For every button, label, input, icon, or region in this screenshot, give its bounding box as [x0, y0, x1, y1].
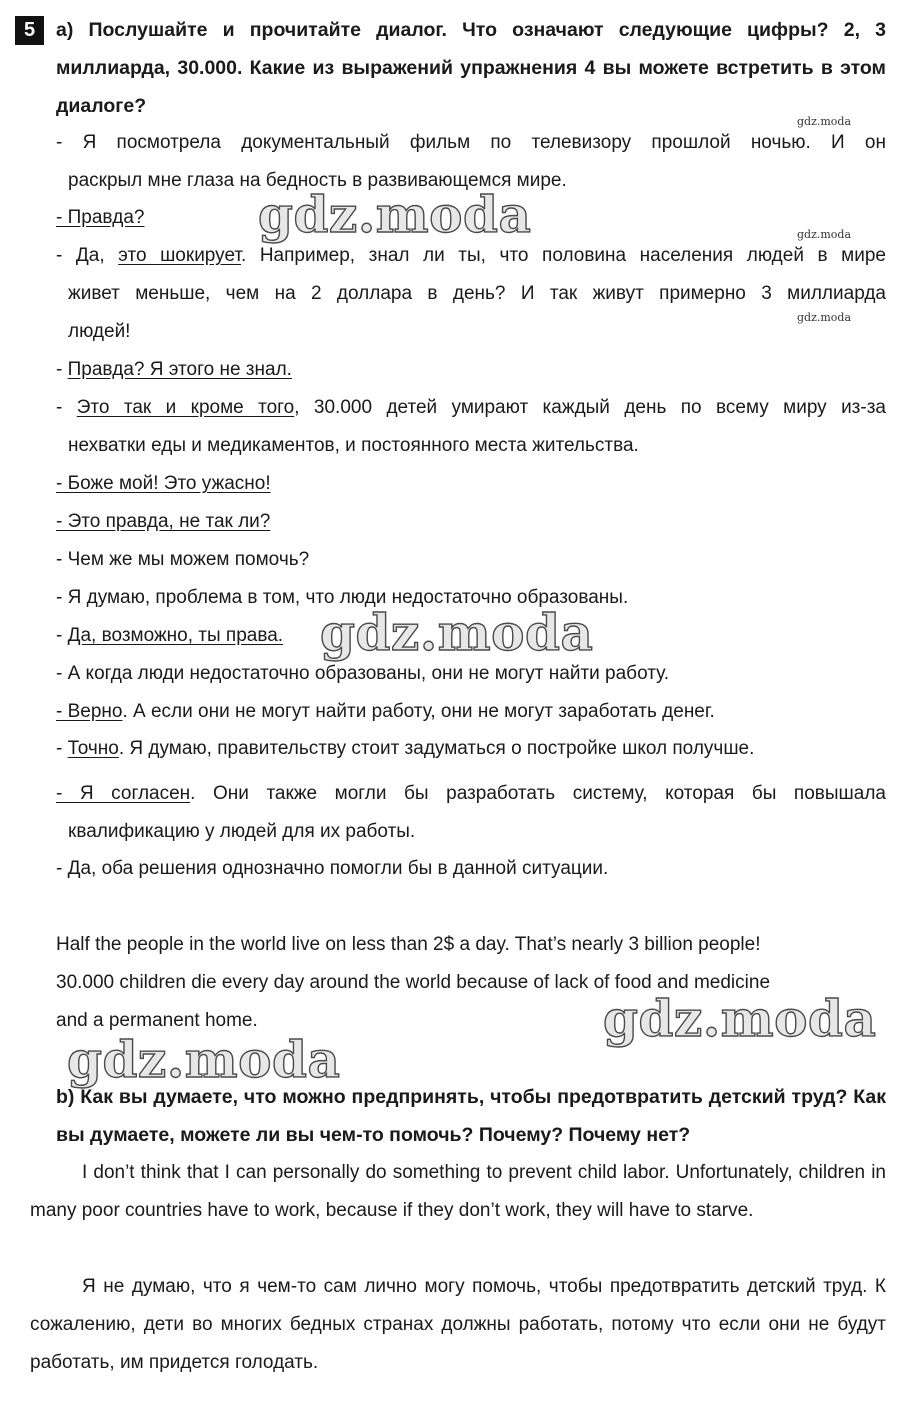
dialogue-phrase-underlined: Да, возможно, ты права. [67, 625, 284, 646]
dialogue-phrase-underlined: - Я согласен [56, 783, 191, 804]
dialogue-line: квалификацию у людей для их работы. [68, 821, 416, 842]
dialogue-text: . Они также могли бы разработать систему, которая бы повышала [190, 783, 886, 804]
watermark-logo: gdz.moda [258, 185, 532, 244]
dialogue-text: - [56, 397, 77, 418]
answer-a-line: 30.000 children die every day around the world because of lack of food and medicine [56, 972, 771, 993]
dialogue-line: - Я посмотрела документальный фильм по телевизору прошлой ночью. И он [56, 132, 886, 153]
dialogue-text: - [56, 359, 68, 380]
dialogue-line: - Да, оба решения однозначно помогли бы в данной ситуации. [56, 858, 609, 879]
dialogue-text: , 30.000 детей умирают каждый день по всему миру из-за [294, 397, 887, 418]
dialogue-line: - Чем же мы можем помочь? [56, 549, 310, 570]
dialogue-line [56, 775, 886, 813]
dialogue-line [56, 389, 886, 427]
dialogue-line: живет меньше, чем на 2 доллара в день? И так живут примерно 3 миллиарда [68, 283, 886, 304]
dialogue-text: - [56, 625, 68, 646]
dialogue-line [56, 617, 283, 655]
dialogue-line: - Боже мой! Это ужасно! [56, 473, 271, 494]
dialogue-line: - А когда люди недостаточно образованы, они не могут найти работу. [56, 663, 670, 684]
watermark-logo: gdz.moda [67, 1030, 341, 1089]
watermark-small: gdz.moda [797, 311, 852, 324]
dialogue-line [56, 351, 292, 389]
dialogue-phrase-underlined: - Верно [56, 701, 123, 722]
answer-a-line: and a permanent home. [56, 1010, 258, 1031]
dialogue-text: . Я думаю, правительству стоит задуматься о постройке школ получше. [118, 738, 755, 759]
dialogue-phrase-underlined: Правда? Я этого не знал. [67, 359, 292, 380]
watermark-small: gdz.moda [797, 115, 852, 128]
watermark-small: gdz.moda [797, 228, 852, 241]
exercise-number-badge: 5 [15, 16, 44, 45]
task-a-heading: a) Послушайте и прочитайте диалог. Что означают следующие цифры? 2, 3 миллиарда, 30.000. Какие из выражений упражнения 4 вы можете встретить в этом диалоге? [56, 19, 886, 117]
dialogue-text: - [56, 738, 68, 759]
dialogue-text: - Да, [56, 245, 119, 266]
dialogue-line: - Я думаю, проблема в том, что люди недостаточно образованы. [56, 587, 629, 608]
dialogue-line: - Это правда, не так ли? [56, 511, 271, 532]
answer-b-english: I don’t think that I can personally do something to prevent child labor. Unfortunately, children in many poor countries have to work, because if they don’t work, they will have to starve. [30, 1162, 886, 1221]
dialogue-phrase-underlined: Точно [67, 738, 119, 759]
dialogue-line: - Правда? [56, 207, 145, 228]
dialogue-line: раскрыл мне глаза на бедность в развивающемся мире. [68, 170, 567, 191]
dialogue-line [56, 730, 754, 768]
watermark-logo: gdz.moda [320, 603, 594, 662]
dialogue-line: людей! [68, 321, 131, 342]
dialogue-text: . А если они не могут найти работу, они не могут заработать денег. [122, 701, 715, 722]
dialogue-phrase-underlined: это шокирует [118, 245, 241, 266]
dialogue-line [56, 693, 715, 731]
watermark-logo: gdz.moda [603, 989, 877, 1048]
dialogue-phrase-underlined: Это так и кроме того [76, 397, 295, 418]
answer-a-line: Half the people in the world live on less than 2$ a day. That’s nearly 3 billion people! [56, 934, 761, 955]
answer-b-russian: Я не думаю, что я чем-то сам лично могу помочь, чтобы предотвратить детский труд. К сожалению, дети во многих бедных странах должны работать, потому что если они не будут работать, им придется голодать. [30, 1276, 886, 1373]
dialogue-line: нехватки еды и медикаментов, и постоянного места жительства. [68, 435, 639, 456]
task-b-heading: b) Как вы думаете, что можно предпринять, чтобы предотвратить детский труд? Как вы думаете, можете ли вы чем-то помочь? Почему? Почему нет? [56, 1086, 886, 1146]
dialogue-text: . Например, знал ли ты, что половина населения людей в мире [240, 245, 886, 266]
